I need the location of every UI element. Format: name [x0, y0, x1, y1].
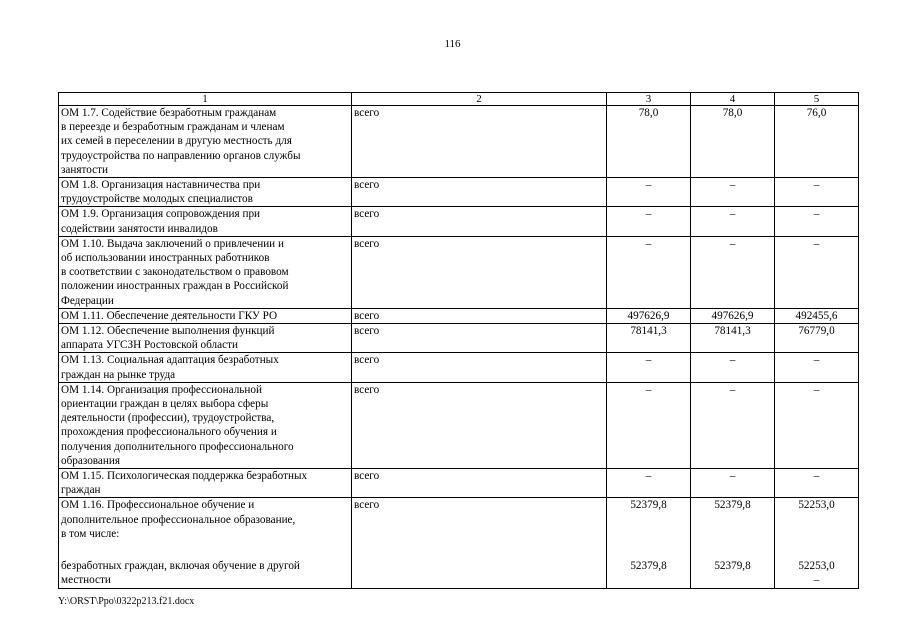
- header-col-3: 3: [607, 93, 691, 106]
- value-col-4: –: [691, 382, 775, 468]
- value-unemployed: 52379,8: [714, 560, 751, 573]
- label-line: в соответствии с законодательством о правовом: [61, 266, 289, 279]
- value-col-5: –: [775, 178, 859, 207]
- label-line: трудоустройстве молодых специалистов: [61, 193, 253, 206]
- row-label: [59, 308, 352, 323]
- row-label: [59, 353, 352, 382]
- table-row: [59, 382, 859, 468]
- value-col-3: 78,0: [607, 106, 691, 178]
- label-line: ОМ 1.10. Выдача заключений о привлечении и: [61, 237, 284, 250]
- row-label: [59, 382, 352, 468]
- value-total: 52379,8: [630, 499, 667, 512]
- value-col-4: –: [691, 469, 775, 498]
- label-line: ОМ 1.16. Профессиональное обучение и: [61, 499, 255, 512]
- value-col-5: 76,0: [775, 106, 859, 178]
- label-line: содействии занятости инвалидов: [61, 222, 218, 235]
- table-row: [59, 106, 859, 178]
- row-label: [59, 469, 352, 498]
- label-line: граждан: [61, 484, 101, 497]
- row-source: всего: [352, 207, 607, 236]
- label-line: Федерации: [61, 294, 114, 307]
- row-label: [59, 498, 352, 588]
- value-col-4: –: [691, 178, 775, 207]
- value-col-5: –: [775, 207, 859, 236]
- value-col-3: –: [607, 236, 691, 308]
- row-label: [59, 178, 352, 207]
- table-row: [59, 324, 859, 353]
- label-line: в переезде и безработным гражданам и членам: [61, 121, 285, 134]
- value-col-5: –: [775, 382, 859, 468]
- row-source: всего: [352, 178, 607, 207]
- label-line: дополнительное профессиональное образование,: [61, 513, 296, 526]
- budget-table: [58, 92, 859, 589]
- header-col-5: 5: [775, 93, 859, 106]
- label-line: ОМ 1.8. Организация наставничества при: [61, 179, 261, 192]
- label-line: получения дополнительного профессионального: [61, 440, 294, 453]
- row-source: всего: [352, 353, 607, 382]
- table-row: [59, 178, 859, 207]
- value-col-4: –: [691, 236, 775, 308]
- file-path-footer: Y:\ORST\Ppo\0322p213.f21.docx: [58, 596, 195, 607]
- value-col-4: 78141,3: [691, 324, 775, 353]
- row-source: всего: [352, 498, 607, 588]
- value-col-3: –: [607, 382, 691, 468]
- page-number: 116: [444, 38, 461, 50]
- label-line: граждан на рынке труда: [61, 368, 176, 381]
- value-col-5: –: [775, 236, 859, 308]
- label-line: ОМ 1.11. Обеспечение деятельности ГКУ РО: [61, 309, 278, 322]
- value-col-4: –: [691, 207, 775, 236]
- row-label: [59, 324, 352, 353]
- label-line: положении иностранных граждан в Российской: [61, 280, 289, 293]
- value-col-3: –: [607, 469, 691, 498]
- header-col-1: 1: [59, 93, 352, 106]
- label-line: ориентации граждан в целях выбора сферы: [61, 398, 269, 411]
- value-col-5: –: [775, 353, 859, 382]
- label-line: аппарата УГСЗН Ростовской области: [61, 339, 238, 352]
- row-source: всего: [352, 106, 607, 178]
- table-row: [59, 207, 859, 236]
- value-total: 52379,8: [714, 499, 751, 512]
- value-col-3: 78141,3: [607, 324, 691, 353]
- label-line: в том числе:: [61, 527, 120, 540]
- label-line: прохождения профессионального обучения и: [61, 426, 277, 439]
- value-total: 52253,0: [798, 499, 835, 512]
- row-source: всего: [352, 469, 607, 498]
- row-source: всего: [352, 324, 607, 353]
- label-line: деятельности (профессии), трудоустройства,: [61, 412, 275, 425]
- label-line: ОМ 1.7. Содействие безработным гражданам: [61, 107, 277, 119]
- header-col-4: 4: [691, 93, 775, 106]
- table-row: [59, 353, 859, 382]
- value-col-3: –: [607, 353, 691, 382]
- row-source: всего: [352, 382, 607, 468]
- row-label: [59, 106, 352, 178]
- label-line: ОМ 1.9. Организация сопровождения при: [61, 208, 261, 221]
- row-source: всего: [352, 236, 607, 308]
- row-label: [59, 207, 352, 236]
- label-line: безработных граждан, включая обучение в другой: [61, 560, 300, 573]
- value-col-4: [691, 498, 775, 588]
- label-line: об использовании иностранных работников: [61, 252, 270, 265]
- table-row: [59, 308, 859, 323]
- value-unemployed: 52253,0: [798, 560, 835, 573]
- table-row: [59, 236, 859, 308]
- value-col-4: –: [691, 353, 775, 382]
- value-col-5: –: [775, 469, 859, 498]
- table-row-om-1-16: [59, 498, 859, 588]
- value-col-5: 492455,6: [775, 308, 859, 323]
- label-line: ОМ 1.13. Социальная адаптация безработных: [61, 354, 279, 367]
- value-unemployed: 52379,8: [630, 560, 667, 573]
- value-col-5: 76779,0: [775, 324, 859, 353]
- value-col-5: [775, 498, 859, 588]
- label-line: трудоустройства по направлению органов службы: [61, 149, 301, 162]
- header-col-2: 2: [352, 93, 607, 106]
- table-header-row: [59, 93, 859, 106]
- value-col-4: 78,0: [691, 106, 775, 178]
- label-line: ОМ 1.14. Организация профессиональной: [61, 383, 262, 396]
- value-col-4: 497626,9: [691, 308, 775, 323]
- label-line: ОМ 1.12. Обеспечение выполнения функций: [61, 325, 275, 338]
- value-col-3: 497626,9: [607, 308, 691, 323]
- value-dash: –: [813, 574, 820, 587]
- value-col-3: –: [607, 207, 691, 236]
- value-col-3: –: [607, 178, 691, 207]
- label-line: ОМ 1.15. Психологическая поддержка безработных: [61, 470, 308, 483]
- label-line: образования: [61, 454, 121, 467]
- table-row: [59, 469, 859, 498]
- label-line: занятости: [61, 163, 108, 176]
- row-source: всего: [352, 308, 607, 323]
- label-line: местности: [61, 574, 111, 587]
- row-label: [59, 236, 352, 308]
- value-col-3: [607, 498, 691, 588]
- label-line: их семей в переселении в другую местность для: [61, 135, 292, 148]
